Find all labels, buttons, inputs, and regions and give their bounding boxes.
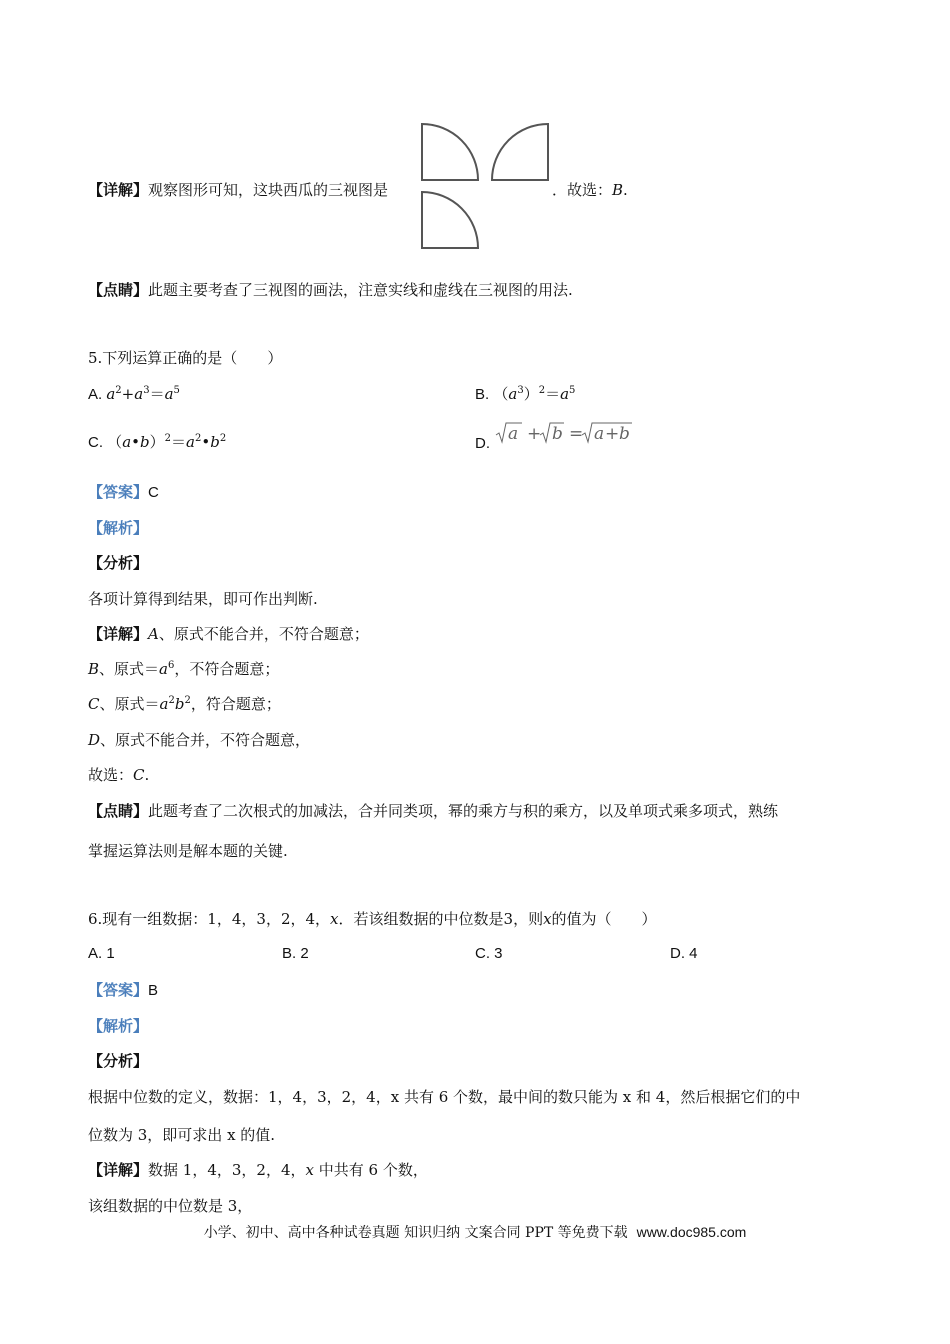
q5-detail-b	[88, 659, 279, 679]
q5-option-d-label: D.	[475, 435, 490, 452]
q5-option-a-expr: $a^2+a^3=a^5$	[106, 385, 180, 403]
q6-detail-x: x	[305, 1161, 314, 1179]
detail-answer-letter: B	[612, 181, 624, 199]
q5-option-c[interactable]	[88, 432, 226, 453]
top-view-shape	[422, 192, 478, 248]
q5-analysis-tag	[88, 518, 148, 538]
q5-conclude-letter: C	[133, 766, 145, 784]
detail-text: 观察图形可知，这块西瓜的三视图是	[148, 181, 389, 199]
q6-fenxi-tag-text: 【分析】	[88, 1052, 149, 1070]
q5-hint-line2: 掌握运算法则是解本题的关键.	[88, 842, 288, 860]
q5-detail-c	[88, 694, 281, 714]
q6-analysis-tag	[88, 1016, 148, 1036]
side-view-shape	[492, 124, 548, 180]
q6-detail-line1-pre: 数据 1，4，3，2，4，	[148, 1161, 306, 1179]
q6-fenxi-line1: 根据中位数的定义，数据：1，4，3，2，4，x 共有 6 个数，最中间的数只能为 x 和 4，然后根据它们的中	[88, 1088, 801, 1106]
q5-fenxi-tag-text: 【分析】	[88, 554, 149, 572]
q5-hint-tag: 【点睛】	[88, 802, 149, 820]
q5-conclude-text: 故选：	[88, 766, 134, 784]
q5-detail-b-end: ，不符合题意；	[174, 660, 280, 678]
q6-answer: B	[148, 982, 159, 999]
q6-analysis-tag-text: 【解析】	[88, 1017, 149, 1035]
footer-text: 小学、初中、高中各种试卷真题 知识归纳 文案合同 PPT 等免费下载	[203, 1225, 628, 1241]
q5-option-a-label: A.	[88, 386, 107, 403]
svg-text:a: a	[594, 424, 605, 444]
q6-stem	[88, 909, 657, 929]
q5-hint-line1	[88, 801, 778, 821]
hint-line	[88, 280, 573, 300]
q5-hint-line1-text: 此题考查了二次根式的加减法，合并同类项，幂的乘方与积的乘方，以及单项式乘多项式，熟练	[148, 802, 779, 820]
front-view-shape	[422, 124, 478, 180]
q5-stem: 5.下列运算正确的是（ ）	[88, 349, 283, 367]
q6-stem-mid2: ，则	[513, 910, 544, 928]
q6-detail-line1-post: 中共有 6 个数，	[313, 1161, 428, 1179]
q5-detail-b-letter: B	[88, 660, 100, 678]
footer-link[interactable]: www.doc985.com	[636, 1224, 747, 1240]
q6-stem-x: x	[330, 910, 339, 928]
hint-text: 此题主要考查了三视图的画法，注意实线和虚线在三视图的用法.	[148, 281, 573, 299]
q6-answer-tag: 【答案】	[88, 981, 149, 999]
detail-tag: 【详解】	[88, 181, 149, 199]
svg-text:a: a	[508, 424, 519, 444]
q5-detail-b-text: 、原式＝	[99, 660, 160, 678]
svg-text:+: +	[527, 424, 542, 444]
q6-stem-x2: x	[543, 910, 552, 928]
q6-stem-pre: 6.现有一组数据：1，4，3，2，4，	[88, 910, 331, 928]
q5-option-b-label: B.	[475, 386, 494, 403]
q5-detail-c-letter: C	[88, 695, 100, 713]
q5-detail-b-expr: $a^6$	[159, 660, 175, 678]
q6-detail-line2: 该组数据的中位数是 3，	[88, 1197, 253, 1215]
hint-tag: 【点睛】	[88, 281, 149, 299]
q5-option-a[interactable]	[88, 384, 180, 405]
q5-fenxi-text: 各项计算得到结果，即可作出判断.	[88, 590, 318, 608]
q5-answer-line	[88, 482, 159, 503]
q5-detail-a-text: 、原式不能合并，不符合题意；	[158, 625, 369, 643]
q5-detail-a-letter: A	[148, 625, 159, 643]
q5-conclude-end: .	[144, 766, 150, 784]
q5-analysis-tag-text: 【解析】	[88, 519, 149, 537]
q6-option-c[interactable]: C. 3	[475, 945, 503, 962]
svg-text:=: =	[569, 424, 584, 444]
q6-option-a[interactable]: A. 1	[88, 945, 115, 962]
q5-option-b[interactable]	[475, 384, 575, 405]
q5-option-d[interactable]	[475, 434, 490, 454]
detail-line	[88, 180, 388, 200]
q5-option-b-expr: $(a^3)^2=a^5$	[493, 385, 576, 403]
q5-detail-c-expr: $a^2b^2$	[159, 695, 191, 713]
q5-option-c-expr: $(a•b)^2=a^2•b^2$	[107, 433, 227, 451]
q6-answer-line	[88, 980, 158, 1001]
q6-stem-mid: ．若该组数据的中位数是	[338, 910, 504, 928]
q5-answer: C	[148, 484, 159, 501]
three-view-figure	[420, 122, 555, 254]
q6-stem-end: 的值为（ ）	[551, 910, 657, 928]
q6-detail-line1	[88, 1160, 428, 1180]
q6-fenxi-line2: 位数为 3，即可求出 x 的值.	[88, 1126, 276, 1144]
q5-conclude	[88, 765, 149, 785]
q5-detail-d-text: 、原式不能合并，不符合题意，	[100, 731, 311, 749]
svg-text:+: +	[605, 424, 620, 444]
q5-detail-d	[88, 730, 310, 750]
svg-text:b: b	[619, 424, 630, 444]
q6-stem-num: 3	[503, 910, 514, 928]
q5-detail-c-text: 、原式＝	[99, 695, 160, 713]
q5-detail-d-letter: D	[88, 731, 101, 749]
detail-end: .	[623, 181, 628, 199]
q5-answer-tag: 【答案】	[88, 483, 149, 501]
svg-text:b: b	[552, 424, 563, 444]
q5-fenxi-tag	[88, 553, 148, 573]
detail-answer	[552, 180, 628, 200]
q5-option-d-expr	[494, 420, 634, 446]
q5-detail-a	[88, 624, 369, 644]
page-footer	[0, 1222, 950, 1242]
q6-option-d[interactable]: D. 4	[670, 945, 698, 962]
q6-option-b[interactable]: B. 2	[282, 945, 309, 962]
q5-detail-tag: 【详解】	[88, 625, 149, 643]
detail-choose-text: ．故选：	[552, 181, 613, 199]
q5-option-c-label: C.	[88, 434, 108, 451]
q6-fenxi-tag	[88, 1051, 148, 1071]
q6-detail-tag: 【详解】	[88, 1161, 149, 1179]
q5-detail-c-end: ，符合题意；	[190, 695, 281, 713]
